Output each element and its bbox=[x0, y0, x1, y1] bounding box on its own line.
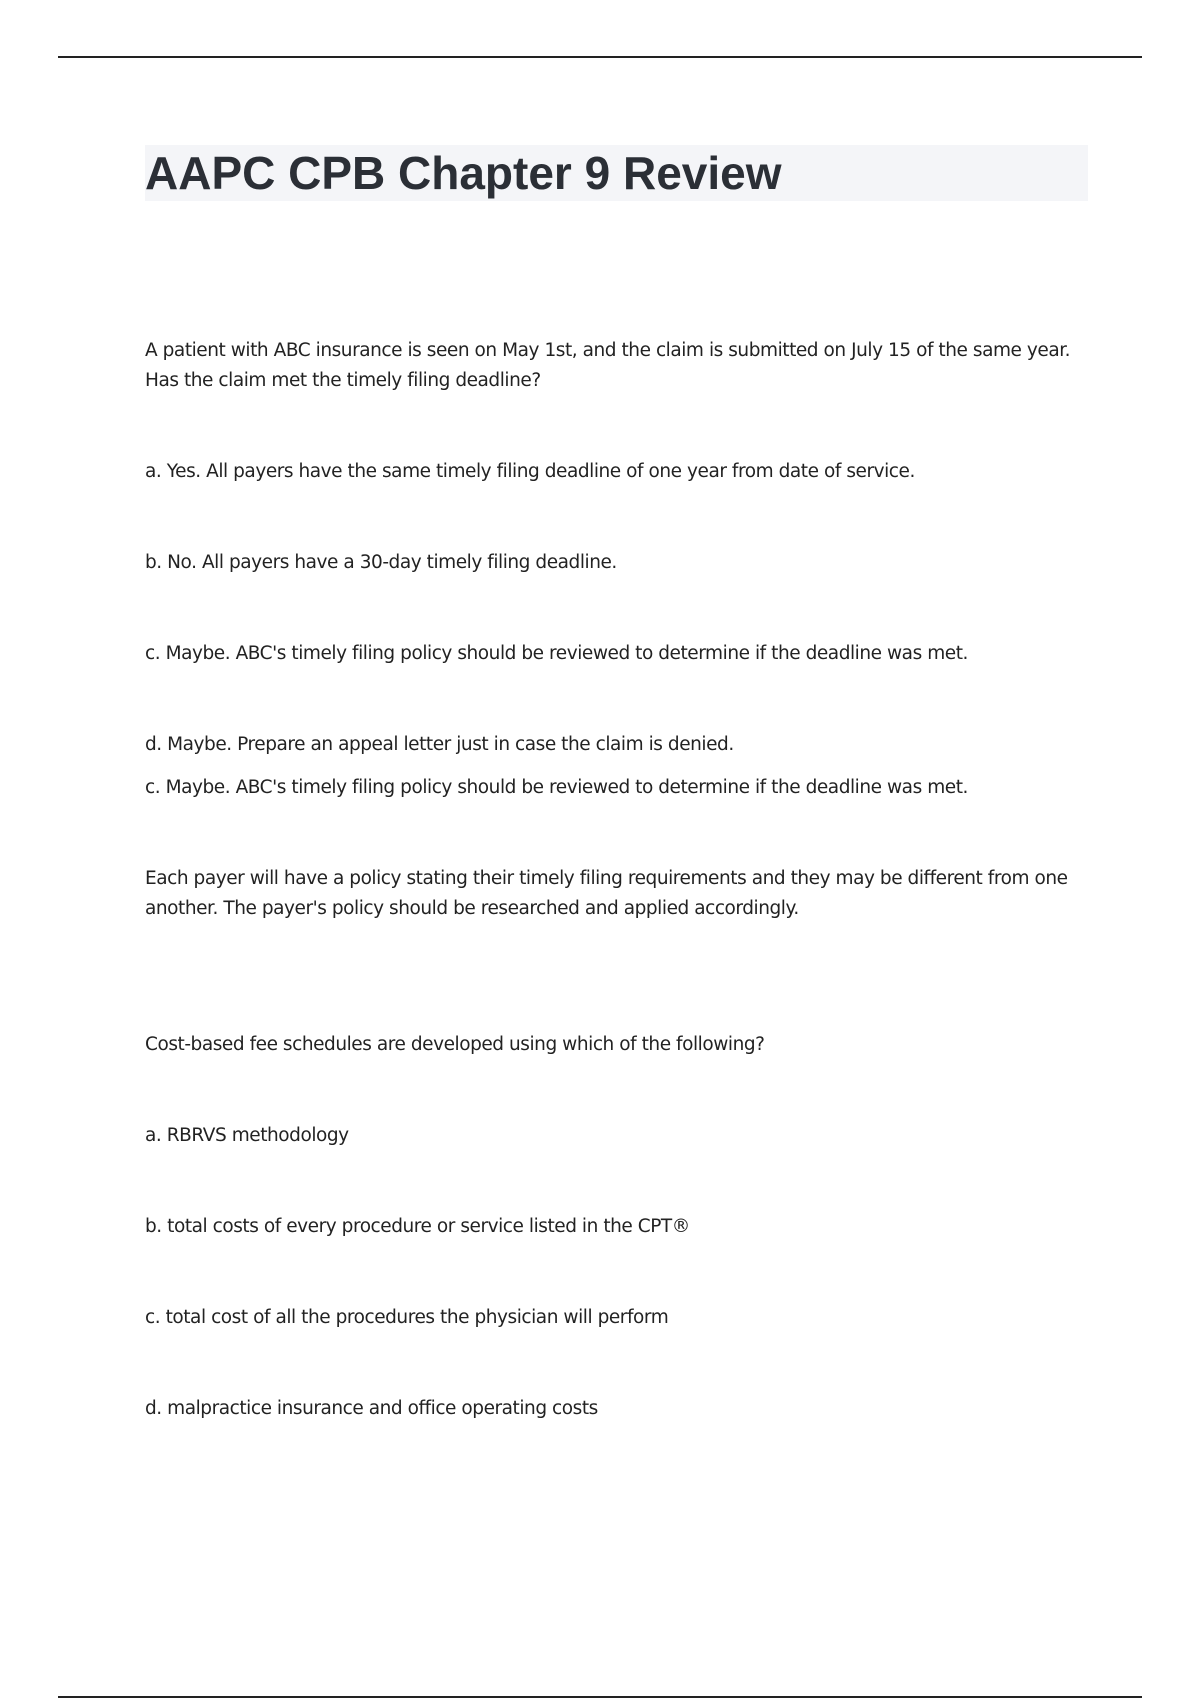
question-1-text: A patient with ABC insurance is seen on May 1st, and the claim is submitted on July 15 of the same year. Has the claim met the timely filing deadline? bbox=[145, 340, 1071, 391]
question-2-text: Cost-based fee schedules are developed using which of the following? bbox=[145, 1034, 765, 1055]
question-1-rationale: Each payer will have a policy stating their timely filing requirements and they may be different from one another. The payer's policy should be researched and applied accordingly. bbox=[145, 868, 1068, 919]
question-2-option-b: b. total costs of every procedure or service listed in the CPT® bbox=[145, 1216, 690, 1237]
question-2-option-c: c. total cost of all the procedures the physician will perform bbox=[145, 1307, 669, 1328]
document-title: AAPC CPB Chapter 9 Review bbox=[145, 147, 782, 199]
top-divider bbox=[58, 56, 1142, 58]
question-2-option-a: a. RBRVS methodology bbox=[145, 1125, 349, 1146]
question-1-option-c: c. Maybe. ABC's timely filing policy should be reviewed to determine if the deadline was met. bbox=[145, 643, 968, 664]
question-1-option-d: d. Maybe. Prepare an appeal letter just in case the claim is denied. bbox=[145, 734, 734, 755]
question-2-option-d: d. malpractice insurance and office operating costs bbox=[145, 1398, 598, 1419]
question-1-option-b: b. No. All payers have a 30-day timely filing deadline. bbox=[145, 552, 617, 573]
question-1-option-a: a. Yes. All payers have the same timely filing deadline of one year from date of service. bbox=[145, 461, 915, 482]
question-1-answer: c. Maybe. ABC's timely filing policy should be reviewed to determine if the deadline was met. bbox=[145, 777, 968, 798]
bottom-divider bbox=[58, 1696, 1142, 1698]
